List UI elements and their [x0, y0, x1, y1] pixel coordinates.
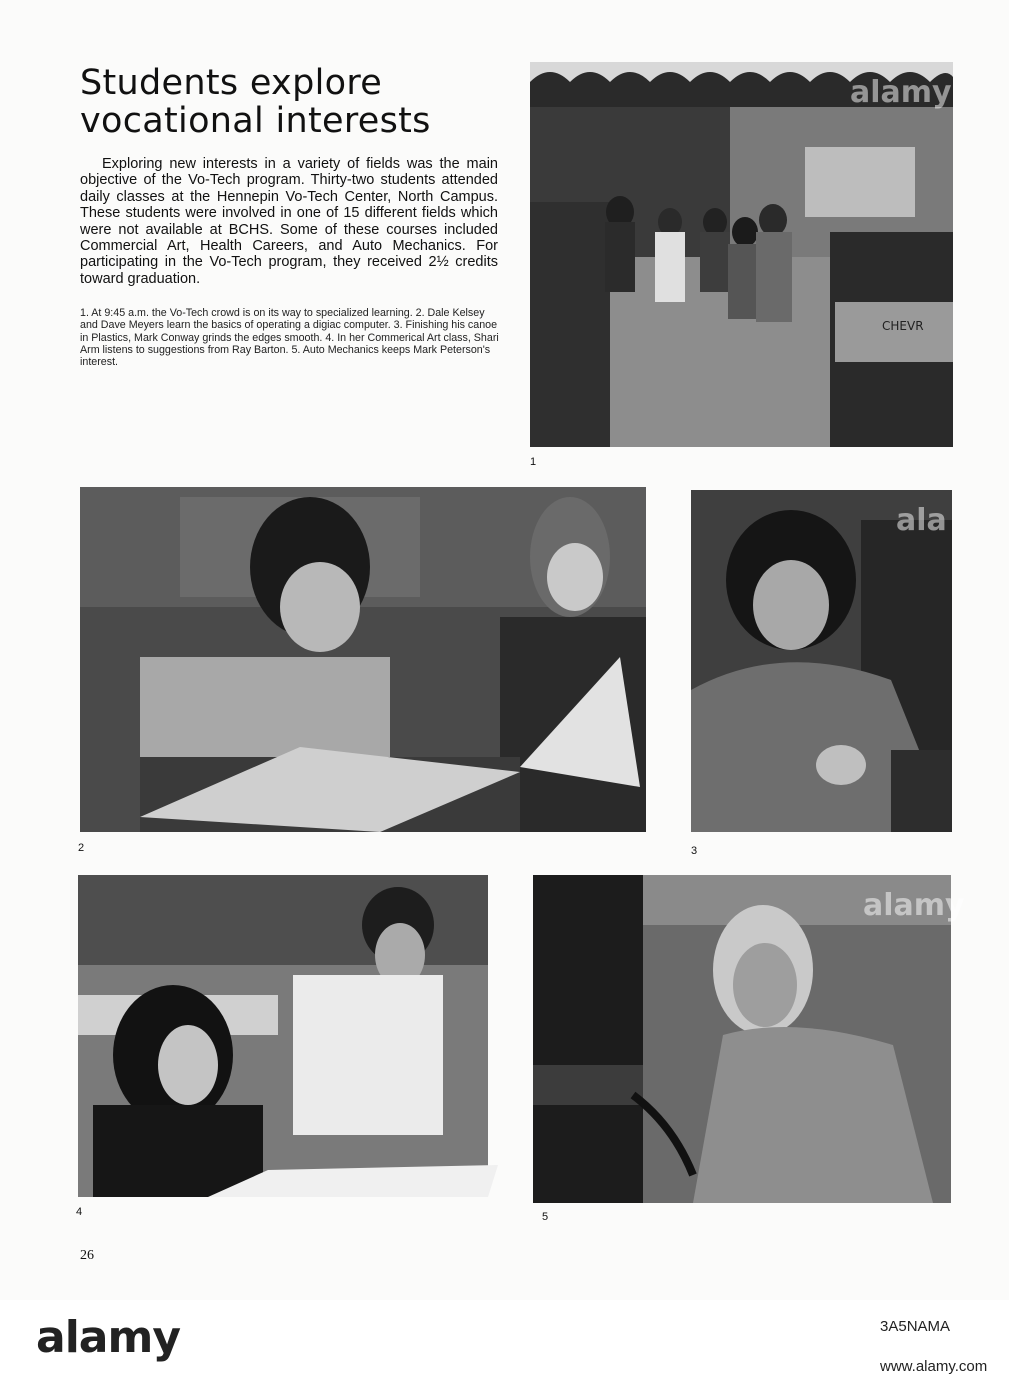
- photo-number-5: 5: [542, 1211, 549, 1223]
- photo-3-plastics-canoe: [691, 490, 952, 832]
- article-body: Exploring new interests in a variety of fields was the main objective of the Vo-Tech program. Thirty-two students attended daily classes at the Hennepin Vo-Tech Center, North Campus. These students were involved in one of 15 different fields which were not available at BCHS. Some of these courses included Commercial Art, Health Careers, and Auto Mechanics. For participating in the Vo-Tech program, they received 2½ credits toward graduation.: [80, 156, 498, 287]
- photo-4-commercial-art: [78, 875, 488, 1197]
- watermark-3: ala: [896, 503, 947, 538]
- watermark-1: alamy: [850, 75, 952, 110]
- photo-5-auto-mechanics: [533, 875, 965, 1203]
- site-url: www.alamy.com: [880, 1358, 988, 1375]
- photo-number-2: 2: [78, 842, 85, 854]
- photo-number-4: 4: [76, 1206, 83, 1218]
- alamy-logo: alamy: [36, 1312, 180, 1363]
- photo-number-3: 3: [691, 845, 698, 857]
- truck-sign: CHEVR: [882, 319, 924, 333]
- photo-2-computer-lesson: [80, 487, 646, 832]
- photo-1-students-walking: [530, 62, 953, 447]
- watermark-5: alamy: [863, 888, 965, 923]
- photo-number-1: 1: [530, 456, 537, 468]
- image-id: 3A5NAMA: [880, 1318, 951, 1335]
- photo-captions: 1. At 9:45 a.m. the Vo-Tech crowd is on its way to specialized learning. 2. Dale Kelsey and Dave Meyers learn the basics of operating a digiac computer. 3. Finishing his canoe in Plastics, Mark Conway grinds the edges smooth. 4. In her Commerical Art class, Shari Arm listens to suggestions from Ray Barton. 5. Auto Mechanics keeps Mark Peterson's interest.: [80, 307, 499, 369]
- page-number: 26: [80, 1248, 94, 1263]
- headline: Students explore vocational interests: [80, 63, 431, 141]
